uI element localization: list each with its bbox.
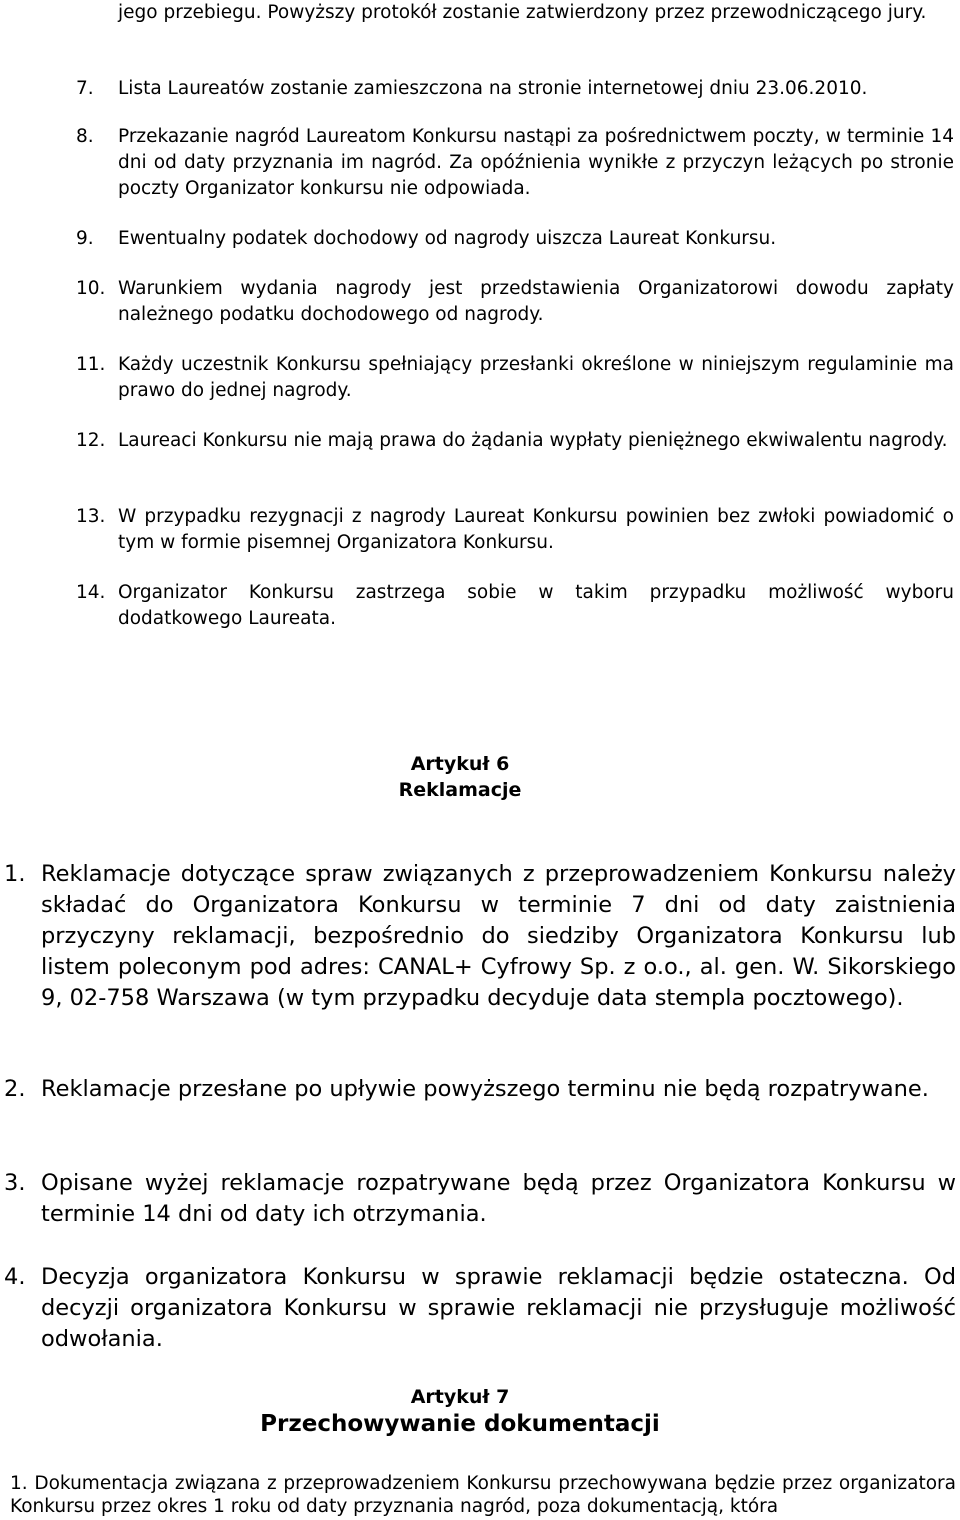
item-number: 2. xyxy=(4,1076,26,1102)
item-text: Warunkiem wydania nagrody jest przedstawienia Organizatorowi dowodu zapłaty należnego podatku dochodowego od nagrody. xyxy=(118,278,954,325)
item-text: W przypadku rezygnacji z nagrody Laureat Konkursu powinien bez zwłoki powiadomić o tym w formie pisemnej Organizatora Konkursu. xyxy=(118,506,954,553)
item-number: 13. xyxy=(76,506,106,527)
intro-text: jego przebiegu. Powyższy protokół zostanie zatwierdzony przez przewodniczącego jury. xyxy=(118,2,927,23)
list-item-11 xyxy=(76,352,954,404)
complaint-item-2 xyxy=(4,1074,956,1105)
list-item-9 xyxy=(76,226,954,252)
item-text: Organizator Konkursu zastrzega sobie w takim przypadku możliwość wyboru dodatkowego Laureata. xyxy=(118,582,954,629)
item-number: 9. xyxy=(76,228,94,249)
item-text: Reklamacje przesłane po upływie powyższego terminu nie będą rozpatrywane. xyxy=(41,1076,929,1102)
item-number: 12. xyxy=(76,430,106,451)
list-item-12 xyxy=(76,428,954,454)
article-6-title: Artykuł 6 xyxy=(410,753,510,775)
item-number: 7. xyxy=(76,78,94,99)
item-text: Opisane wyżej reklamacje rozpatrywane będą przez Organizatora Konkursu w terminie 14 dni od daty ich otrzymania. xyxy=(41,1170,956,1227)
article-6-subtitle: Reklamacje xyxy=(398,779,522,801)
documentation-item-1 xyxy=(10,1472,956,1518)
list-item-10 xyxy=(76,276,954,328)
item-number: 8. xyxy=(76,126,94,147)
article-7-title: Artykuł 7 xyxy=(410,1386,510,1408)
item-text: Reklamacje dotyczące spraw związanych z przeprowadzeniem Konkursu należy składać do Organizatora Konkursu w terminie 7 dni od daty zaistnienia przyczyny reklamacji, bezpośrednio do siedziby Organizatora Konkursu lub listem poleconym pod adres: CANAL+ Cyfrowy Sp. z o.o., al. gen. W. Sikorskiego 9, 02-758 Warszawa (w tym przypadku decyduje data stempla pocztowego). xyxy=(41,861,956,1011)
item-number: 10. xyxy=(76,278,106,299)
item-text: Lista Laureatów zostanie zamieszczona na stronie internetowej dniu 23.06.2010. xyxy=(118,78,868,99)
list-item-7 xyxy=(76,76,954,102)
complaint-item-1 xyxy=(4,859,956,1014)
item-number: 3. xyxy=(4,1170,26,1196)
article-7-subtitle: Przechowywanie dokumentacji xyxy=(260,1411,660,1437)
item-text: Przekazanie nagród Laureatom Konkursu nastąpi za pośrednictwem poczty, w terminie 14 dni od daty przyznania im nagród. Za opóźnienia wynikłe z przyczyn leżących po stronie poczty Organizator konkursu nie odpowiada. xyxy=(118,126,954,199)
list-item-14 xyxy=(76,580,954,632)
item-number: 11. xyxy=(76,354,106,375)
complaint-item-3 xyxy=(4,1168,956,1230)
complaint-item-4 xyxy=(4,1262,956,1355)
list-item-8 xyxy=(76,124,954,202)
list-item-13 xyxy=(76,504,954,556)
item-text: Decyzja organizatora Konkursu w sprawie reklamacji będzie ostateczna. Od decyzji organizatora Konkursu w sprawie reklamacji nie przysługuje możliwość odwołania. xyxy=(41,1264,956,1352)
item-text: Laureaci Konkursu nie mają prawa do żądania wypłaty pieniężnego ekwiwalentu nagrody. xyxy=(118,430,948,451)
item-text: 1. Dokumentacja związana z przeprowadzeniem Konkursu przechowywana będzie przez organizatora Konkursu przez okres 1 roku od daty przyznania nagród, poza dokumentacją, która xyxy=(10,1473,956,1517)
item-number: 14. xyxy=(76,582,106,603)
intro-paragraph xyxy=(76,0,954,26)
item-number: 1. xyxy=(4,861,26,887)
item-text: Każdy uczestnik Konkursu spełniający przesłanki określone w niniejszym regulaminie ma prawo do jednej nagrody. xyxy=(118,354,954,401)
item-number: 4. xyxy=(4,1264,26,1290)
item-text: Ewentualny podatek dochodowy od nagrody uiszcza Laureat Konkursu. xyxy=(118,228,777,249)
